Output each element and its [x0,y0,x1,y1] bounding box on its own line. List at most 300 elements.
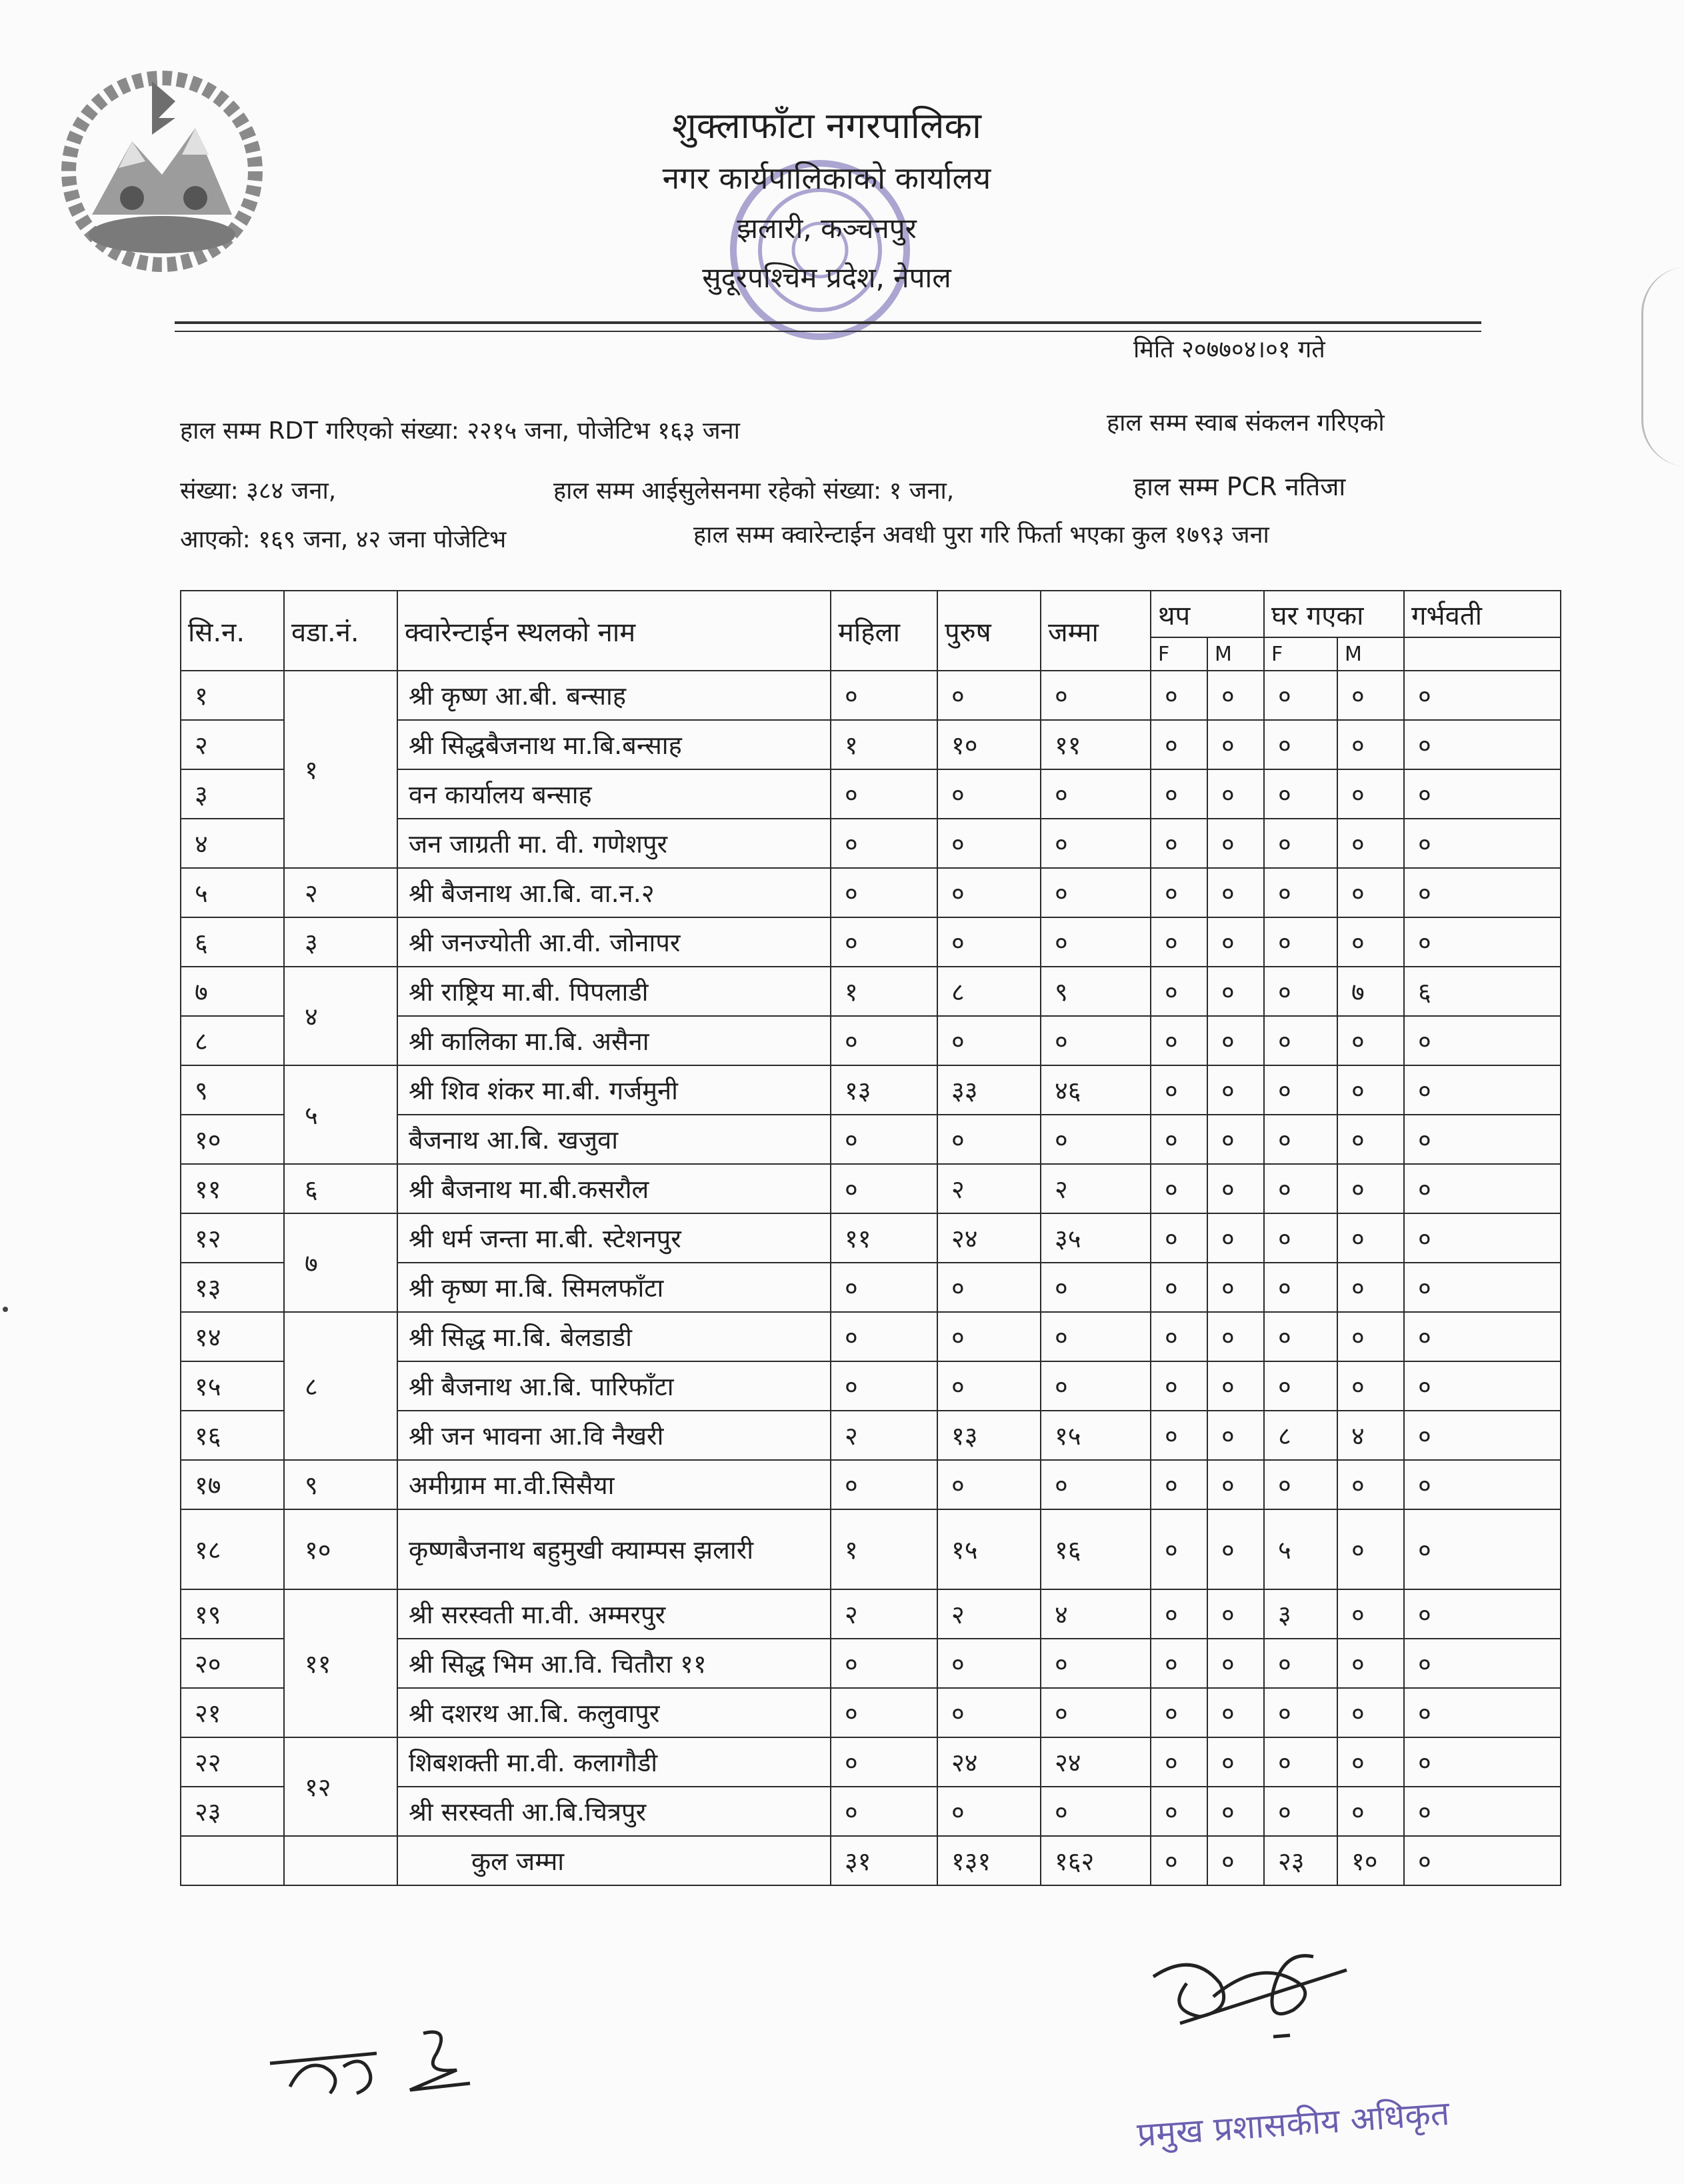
cell-preg: ० [1404,917,1561,967]
cell-add-m: ० [1207,1115,1264,1164]
cell-home-f: ० [1264,671,1337,720]
cell-home-m: ० [1337,868,1404,917]
cell-preg: ० [1404,1115,1561,1164]
cell-add-m: ० [1207,1589,1264,1639]
cell-preg: ० [1404,1509,1561,1589]
cell-preg: ० [1404,769,1561,819]
cell-home-m: ० [1337,1787,1404,1836]
cell-home-f: ० [1264,769,1337,819]
table-row [181,868,1561,917]
total-total: १६२ [1041,1836,1151,1885]
cell-female: ० [831,769,937,819]
cell-add-m: ० [1207,1263,1264,1312]
cell-place-name: श्री सिद्धबैजनाथ मा.बि.बन्साह [397,720,831,769]
cell-total: ० [1041,819,1151,868]
cell-male: ० [937,1688,1041,1737]
cell-home-m: ० [1337,671,1404,720]
cell-add-m: ० [1207,1016,1264,1065]
cell-home-m: ० [1337,1065,1404,1115]
cell-ward: १ [284,671,397,868]
office-location: झलारी, कञ्चनपुर [737,212,917,245]
cell-female: २ [831,1589,937,1639]
header-sn: सि.न. [181,591,284,671]
cell-total: २ [1041,1164,1151,1213]
header-added-f: F [1151,637,1207,671]
cell-female: ० [831,671,937,720]
cell-place-name: श्री कालिका मा.बि. असैना [397,1016,831,1065]
summary-line2-a: संख्या: ३८४ जना, [180,477,337,505]
cell-sn: १५ [181,1361,284,1411]
cell-home-m: ० [1337,769,1404,819]
cell-female: २ [831,1411,937,1460]
cell-place-name: श्री राष्ट्रिय मा.बी. पिपलाडी [397,967,831,1016]
cell-total: ० [1041,1460,1151,1509]
cell-add-f: ० [1151,1589,1207,1639]
cell-add-m: ० [1207,868,1264,917]
header-rule-thick [175,321,1481,324]
cell-home-m: ० [1337,1688,1404,1737]
header-ward: वडा.नं. [284,591,397,671]
table-row [181,1460,1561,1509]
cell-male: १३ [937,1411,1041,1460]
cell-place-name: जन जाग्रती मा. वी. गणेशपुर [397,819,831,868]
cell-sn: ६ [181,917,284,967]
total-label: कुल जम्मा [397,1836,831,1885]
cell-place-name: श्री बैजनाथ मा.बी.कसरौल [397,1164,831,1213]
cell-female: ० [831,1164,937,1213]
cell-sn: १९ [181,1589,284,1639]
cell-home-f: ० [1264,1065,1337,1115]
summary-line2-c: हाल सम्म PCR नतिजा [1133,472,1346,501]
cell-sn: ४ [181,819,284,868]
header-went-home: घर गएका [1264,591,1404,637]
cell-preg: ० [1404,1213,1561,1263]
table-total-row [181,1836,1561,1885]
cell-add-f: ० [1151,1787,1207,1836]
table-row [181,1312,1561,1361]
cell-home-f: ० [1264,1312,1337,1361]
cell-add-f: ० [1151,1688,1207,1737]
cell-ward: ७ [284,1213,397,1312]
cell-place-name: श्री कृष्ण मा.बि. सिमलफाँटा [397,1263,831,1312]
cell-add-f: ० [1151,1361,1207,1411]
cell-total: ० [1041,1361,1151,1411]
cell-add-m: ० [1207,1164,1264,1213]
cell-total: १६ [1041,1509,1151,1589]
header-added-m: M [1207,637,1264,671]
total-home-m: १० [1337,1836,1404,1885]
office-name: नगर कार्यपालिकाको कार्यालय [662,160,991,196]
cell-female: ० [831,1115,937,1164]
summary-line2-b: हाल सम्म आईसुलेसनमा रहेको संख्या: १ जना, [553,477,955,505]
cell-female: १३ [831,1065,937,1115]
header-added: थप [1151,591,1264,637]
header-pregnant-sub [1404,637,1561,671]
cell-total: ० [1041,1115,1151,1164]
cell-add-m: ० [1207,1737,1264,1787]
cell-home-f: ० [1264,1164,1337,1213]
margin-mark [3,1307,8,1312]
cell-home-f: ० [1264,1263,1337,1312]
cell-female: ० [831,819,937,868]
table-body [181,671,1561,1885]
cell-total: ० [1041,1688,1151,1737]
cell-total: ० [1041,1016,1151,1065]
cell-home-f: ८ [1264,1411,1337,1460]
cell-home-m: ७ [1337,967,1404,1016]
total-home-f: २३ [1264,1836,1337,1885]
cell-add-m: ० [1207,1639,1264,1688]
cell-ward: १० [284,1509,397,1589]
cell-total: ० [1041,1639,1151,1688]
cell-male: ० [937,1460,1041,1509]
letterhead [587,100,1067,303]
cell-home-f: ० [1264,720,1337,769]
cell-female: ० [831,1787,937,1836]
total-add-m: ० [1207,1836,1264,1885]
cell-add-f: ० [1151,769,1207,819]
cell-sn: १८ [181,1509,284,1589]
cell-male: १० [937,720,1041,769]
cell-ward: ४ [284,967,397,1065]
cell-add-f: ० [1151,1312,1207,1361]
nepal-emblem-icon [52,55,272,275]
cell-home-f: ० [1264,967,1337,1016]
cell-preg: ० [1404,1164,1561,1213]
cell-male: ० [937,671,1041,720]
cell-home-m: ० [1337,1213,1404,1263]
cell-place-name: श्री शिव शंकर मा.बी. गर्जमुनी [397,1065,831,1115]
cell-add-f: ० [1151,1737,1207,1787]
cell-ward: ९ [284,1460,397,1509]
cell-add-m: ० [1207,819,1264,868]
header-home-f: F [1264,637,1337,671]
cell-place-name: वन कार्यालय बन्साह [397,769,831,819]
cell-male: ० [937,1312,1041,1361]
total-male: १३१ [937,1836,1041,1885]
cell-preg: ० [1404,1361,1561,1411]
cell-home-m: ० [1337,1115,1404,1164]
cell-sn: १२ [181,1213,284,1263]
cell-preg: ० [1404,1460,1561,1509]
cell-place-name: श्री जन भावना आ.वि नैखरी [397,1411,831,1460]
cell-sn: ५ [181,868,284,917]
cell-place-name: श्री सरस्वती आ.बि.चित्रपुर [397,1787,831,1836]
cell-total: ० [1041,769,1151,819]
cell-place-name: श्री जनज्योती आ.वी. जोनापर [397,917,831,967]
cell-home-f: ० [1264,1737,1337,1787]
cell-male: ८ [937,967,1041,1016]
cell-sn: ११ [181,1164,284,1213]
cell-add-m: ० [1207,1213,1264,1263]
cell-male: ० [937,1361,1041,1411]
cell-female: ० [831,1016,937,1065]
cell-male: ० [937,1016,1041,1065]
cell-female: १ [831,1509,937,1589]
cell-add-m: ० [1207,1509,1264,1589]
cell-sn: १० [181,1115,284,1164]
cell-home-m: ० [1337,1164,1404,1213]
cell-add-m: ० [1207,967,1264,1016]
cell-preg: ६ [1404,967,1561,1016]
cell-total: १५ [1041,1411,1151,1460]
signature-left [263,2013,483,2107]
cell-home-f: ० [1264,1016,1337,1065]
cell-add-m: ० [1207,917,1264,967]
cell-male: ० [937,1639,1041,1688]
cell-add-m: ० [1207,1460,1264,1509]
cell-add-m: ० [1207,720,1264,769]
cell-total: ० [1041,671,1151,720]
cell-total: ९ [1041,967,1151,1016]
header-pregnant: गर्भवती [1404,591,1561,637]
cell-sn: २ [181,720,284,769]
cell-preg: ० [1404,1411,1561,1460]
cell-home-m: ० [1337,1263,1404,1312]
table-row [181,1737,1561,1787]
cell-female: ० [831,1312,937,1361]
total-female: ३१ [831,1836,937,1885]
cell-female: ० [831,868,937,917]
cell-add-f: ० [1151,1411,1207,1460]
cell-male: २ [937,1589,1041,1639]
table-row [181,1164,1561,1213]
cell-preg: ० [1404,1016,1561,1065]
cell-total: २४ [1041,1737,1151,1787]
cell-sn: २२ [181,1737,284,1787]
cell-ward: ८ [284,1312,397,1460]
cell-add-f: ० [1151,1460,1207,1509]
office-province: सुदूरपश्चिम प्रदेश, नेपाल [702,261,951,294]
cell-male: ० [937,917,1041,967]
cell-preg: ० [1404,1688,1561,1737]
cell-ward: १२ [284,1737,397,1836]
total-empty-ward [284,1836,397,1885]
cell-home-f: ० [1264,1460,1337,1509]
cell-male: ० [937,1115,1041,1164]
cell-sn: १७ [181,1460,284,1509]
cell-sn: २० [181,1639,284,1688]
cell-male: ३३ [937,1065,1041,1115]
cell-female: ० [831,1361,937,1411]
cell-add-m: ० [1207,1411,1264,1460]
cell-place-name: श्री सिद्ध मा.बि. बेलडाडी [397,1312,831,1361]
header-place: क्वारेन्टाईन स्थलको नाम [397,591,831,671]
cell-place-name: कृष्णबैजनाथ बहुमुखी क्याम्पस झलारी [397,1509,831,1589]
org-name: शुक्लाफाँटा नगरपालिका [672,105,981,147]
cell-sn: ८ [181,1016,284,1065]
cell-home-m: ० [1337,1460,1404,1509]
cell-sn: १३ [181,1263,284,1312]
cell-home-m: ० [1337,819,1404,868]
table-row [181,967,1561,1016]
cell-add-f: ० [1151,1115,1207,1164]
cell-sn: १४ [181,1312,284,1361]
cell-total: ११ [1041,720,1151,769]
cell-add-m: ० [1207,671,1264,720]
cell-place-name: श्री सरस्वती मा.वी. अम्मरपुर [397,1589,831,1639]
cell-place-name: श्री धर्म जन्ता मा.बी. स्टेशनपुर [397,1213,831,1263]
cell-sn: ९ [181,1065,284,1115]
summary-line1-right: हाल सम्म स्वाब संकलन गरिएको [1107,409,1385,437]
cell-ward: ११ [284,1589,397,1737]
cell-add-f: ० [1151,819,1207,868]
cell-male: १५ [937,1509,1041,1589]
cell-home-m: ० [1337,1509,1404,1589]
cell-add-m: ० [1207,1065,1264,1115]
cell-ward: ३ [284,917,397,967]
cell-home-m: ० [1337,1016,1404,1065]
cell-female: ० [831,1688,937,1737]
cell-home-f: ० [1264,917,1337,967]
signature-right [1140,1937,1360,2050]
cell-add-f: ० [1151,917,1207,967]
cell-sn: २३ [181,1787,284,1836]
cell-place-name: श्री दशरथ आ.बि. कलुवापुर [397,1688,831,1737]
quarantine-table [180,590,1561,1886]
cell-preg: ० [1404,1787,1561,1836]
cell-home-f: ३ [1264,1589,1337,1639]
cell-total: ० [1041,1787,1151,1836]
cell-home-m: ० [1337,1737,1404,1787]
cell-home-f: ० [1264,1361,1337,1411]
cell-home-f: ० [1264,1115,1337,1164]
cell-total: ० [1041,1312,1151,1361]
cell-total: ४ [1041,1589,1151,1639]
cell-preg: ० [1404,1639,1561,1688]
cell-home-f: ० [1264,819,1337,868]
summary-line3-b: हाल सम्म क्वारेन्टाईन अवधी पुरा गरि फिर्ता भएका कुल १७९३ जना [693,521,1269,549]
cell-add-f: ० [1151,1509,1207,1589]
cell-total: ० [1041,1263,1151,1312]
cell-male: ० [937,769,1041,819]
table-row [181,1065,1561,1115]
header-male: पुरुष [937,591,1041,671]
table-row [181,1213,1561,1263]
cell-preg: ० [1404,1589,1561,1639]
cell-home-f: ० [1264,868,1337,917]
cell-total: ४६ [1041,1065,1151,1115]
cell-sn: १ [181,671,284,720]
header-home-m: M [1337,637,1404,671]
cell-add-m: ० [1207,1312,1264,1361]
cell-home-f: ० [1264,1688,1337,1737]
cell-male: ० [937,1263,1041,1312]
cell-place-name: श्री बैजनाथ आ.बि. पारिफाँटा [397,1361,831,1411]
cell-home-m: ४ [1337,1411,1404,1460]
cell-ward: ५ [284,1065,397,1164]
cell-preg: ० [1404,1737,1561,1787]
cell-sn: ७ [181,967,284,1016]
summary-line3-a: आएको: १६९ जना, ४२ जना पोजेटिभ [180,526,507,553]
cell-home-m: ० [1337,720,1404,769]
officer-title-stamp: प्रमुख प्रशासकीय अधिकृत [1135,2093,1451,2155]
cell-ward: २ [284,868,397,917]
cell-home-m: ० [1337,1361,1404,1411]
paper-edge-mark [1641,267,1684,467]
cell-male: ० [937,819,1041,868]
letter-date: मिति २०७७०४।०१ गते [1133,336,1325,363]
cell-add-f: ० [1151,1016,1207,1065]
cell-place-name: श्री सिद्ध भिम आ.वि. चितौरा ११ [397,1639,831,1688]
cell-preg: ० [1404,671,1561,720]
cell-place-name: श्री बैजनाथ आ.बि. वा.न.२ [397,868,831,917]
cell-place-name: बैजनाथ आ.बि. खजुवा [397,1115,831,1164]
cell-preg: ० [1404,1065,1561,1115]
cell-add-f: ० [1151,720,1207,769]
cell-add-f: ० [1151,1639,1207,1688]
cell-place-name: अमीग्राम मा.वी.सिसैया [397,1460,831,1509]
total-preg: ० [1404,1836,1561,1885]
cell-home-m: ० [1337,1312,1404,1361]
cell-male: २ [937,1164,1041,1213]
total-empty-sn [181,1836,284,1885]
cell-home-m: ० [1337,1639,1404,1688]
cell-total: ० [1041,868,1151,917]
cell-add-m: ० [1207,1361,1264,1411]
cell-sn: २१ [181,1688,284,1737]
cell-female: ० [831,1460,937,1509]
header-total: जम्मा [1041,591,1151,671]
cell-ward: ६ [284,1164,397,1213]
cell-home-f: ० [1264,1213,1337,1263]
cell-total: ० [1041,917,1151,967]
cell-female: १ [831,967,937,1016]
cell-home-f: ० [1264,1787,1337,1836]
cell-preg: ० [1404,868,1561,917]
total-add-f: ० [1151,1836,1207,1885]
cell-place-name: श्री कृष्ण आ.बी. बन्साह [397,671,831,720]
cell-total: ३५ [1041,1213,1151,1263]
cell-add-f: ० [1151,1263,1207,1312]
cell-preg: ० [1404,819,1561,868]
cell-male: ० [937,868,1041,917]
cell-female: ० [831,1737,937,1787]
cell-add-m: ० [1207,1688,1264,1737]
cell-female: ० [831,1263,937,1312]
summary-line1-left: हाल सम्म RDT गरिएको संख्या: २२१५ जना, पोजेटिभ १६३ जना [180,417,740,445]
cell-female: १ [831,720,937,769]
cell-sn: ३ [181,769,284,819]
cell-place-name: शिबशक्ती मा.वी. कलागौडी [397,1737,831,1787]
cell-sn: १६ [181,1411,284,1460]
cell-home-m: ० [1337,1589,1404,1639]
cell-preg: ० [1404,1263,1561,1312]
cell-home-m: ० [1337,917,1404,967]
cell-female: ११ [831,1213,937,1263]
cell-add-f: ० [1151,868,1207,917]
table-row [181,671,1561,720]
table-row [181,917,1561,967]
cell-add-f: ० [1151,1065,1207,1115]
cell-add-m: ० [1207,1787,1264,1836]
cell-female: ० [831,917,937,967]
table-row [181,1589,1561,1639]
header-female: महिला [831,591,937,671]
cell-male: २४ [937,1737,1041,1787]
cell-add-f: ० [1151,1164,1207,1213]
cell-preg: ० [1404,1312,1561,1361]
cell-male: २४ [937,1213,1041,1263]
cell-add-f: ० [1151,1213,1207,1263]
cell-add-m: ० [1207,769,1264,819]
table-row [181,1509,1561,1589]
cell-add-f: ० [1151,671,1207,720]
cell-add-f: ० [1151,967,1207,1016]
cell-home-f: ० [1264,1639,1337,1688]
cell-home-f: ५ [1264,1509,1337,1589]
cell-female: ० [831,1639,937,1688]
